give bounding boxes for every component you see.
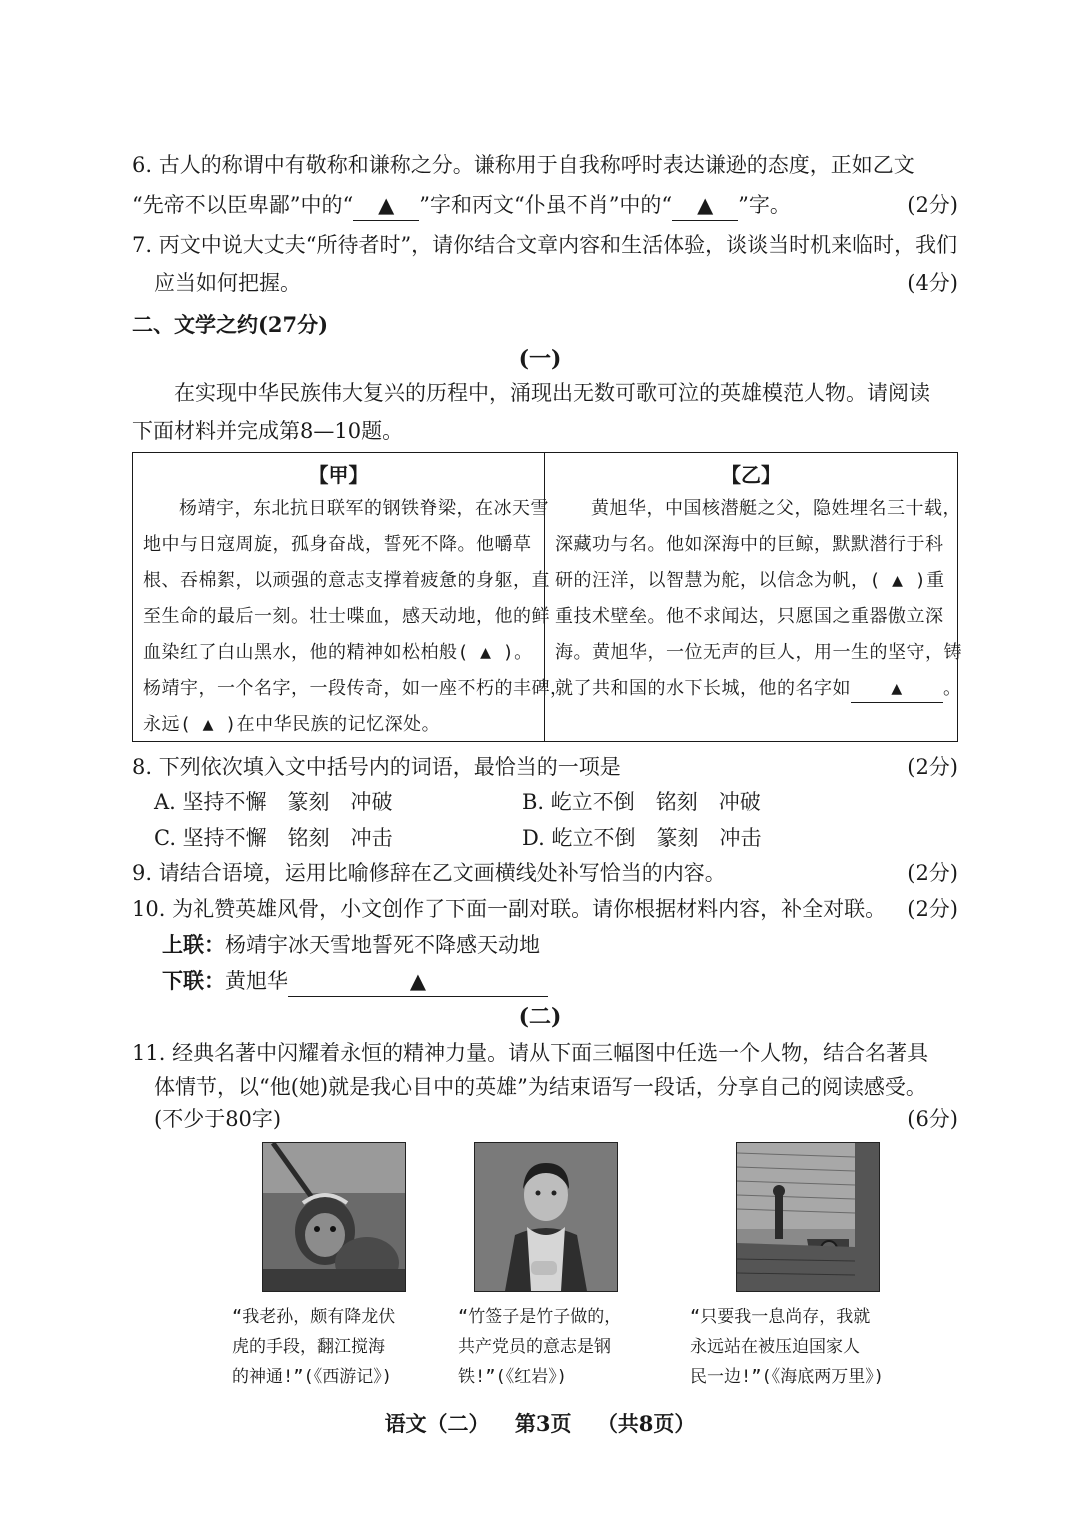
yi-line: 海。黄旭华，一位无声的巨人，用一生的坚守，铸 xyxy=(555,642,962,663)
q6-text-line1: 6. 古人的称谓中有敬称和谦称之分。谦称用于自我称呼时表达谦逊的态度，正如乙文 xyxy=(132,153,915,177)
yi-line: 黄旭华，中国核潜艇之父，隐姓埋名三十载， xyxy=(591,498,961,519)
jia-line: 根、吞棉絮，以顽强的意志支撑着疲惫的身躯，直 xyxy=(143,570,550,591)
monkey-king-portrait-icon xyxy=(262,1142,406,1292)
jia-title: 【甲】 xyxy=(308,463,369,487)
footer-subject: 语文（二） xyxy=(384,1411,490,1436)
q11-points: (6分) xyxy=(907,1107,958,1131)
jia-line: 至生命的最后一刻。壮士喋血，感天动地，他的鲜 xyxy=(143,606,550,627)
q6-text-line2 xyxy=(132,186,791,224)
couplet-upper-label: 上联： xyxy=(162,932,225,957)
q7-text-line1: 7. 丙文中说大丈夫“所待者时”，请你结合文章内容和生活体验，谈谈当时机来临时，我们 xyxy=(132,233,958,257)
q6-blank-1[interactable] xyxy=(353,190,419,221)
intro-text-line2: 下面材料并完成第8—10题。 xyxy=(132,419,404,443)
q7-line2 xyxy=(154,264,958,302)
part1-heading: (一) xyxy=(518,346,562,372)
part2-heading: (二) xyxy=(518,1004,562,1030)
page-footer xyxy=(0,1408,1080,1438)
heroine-portrait-icon xyxy=(474,1142,618,1292)
caption-line: 虎的手段，翻江搅海 xyxy=(232,1337,385,1357)
q8-stem-row xyxy=(132,748,958,786)
q7-line1 xyxy=(132,226,958,264)
q11-line1 xyxy=(132,1034,958,1072)
yi-line: 深藏功与名。他如深海中的巨鲸，默默潜行于科 xyxy=(555,534,944,555)
triangle-mark-icon: ▲ xyxy=(891,678,903,699)
yi-line: 重技术壁垒。他不求闻达，只愿国之重器傲立深 xyxy=(555,606,944,627)
yi-title: 【乙】 xyxy=(721,463,781,487)
caption-line: 共产党员的意志是钢 xyxy=(458,1337,611,1357)
q6-blank-2[interactable] xyxy=(672,190,738,221)
q10-row xyxy=(132,890,958,928)
caption-hongyan xyxy=(458,1302,654,1392)
q6-fragment-c: ”字。 xyxy=(738,193,791,217)
q11-line3 xyxy=(154,1100,958,1138)
q6-line1 xyxy=(132,146,958,184)
jia-body xyxy=(133,491,569,743)
intro-line2 xyxy=(132,412,958,450)
yi-line-end: 。 xyxy=(943,678,962,699)
couplet-lower-text: 黄旭华 xyxy=(225,969,288,993)
couplet-upper-text: 杨靖宇冰天雪地誓死不降感天动地 xyxy=(225,933,540,957)
q7-text-line2: 应当如何把握。 xyxy=(154,271,301,295)
q8-option-d[interactable]: D. 屹立不倒 篆刻 冲击 xyxy=(522,826,762,850)
caption-line: 永远站在被压迫国家人 xyxy=(690,1337,860,1357)
section2-title-row xyxy=(132,306,958,344)
couplet-lower-row xyxy=(162,962,958,1000)
caption-line: “竹签子是竹子做的， xyxy=(458,1307,622,1327)
material-jia xyxy=(133,453,569,741)
q9-points: (2分) xyxy=(907,861,958,885)
yi-line-blank xyxy=(555,671,962,707)
triangle-mark-icon: ▲ xyxy=(409,969,427,993)
submarine-captain-icon xyxy=(736,1142,880,1292)
jia-line: 杨靖宇，东北抗日联军的钢铁脊梁，在冰天雪 xyxy=(179,498,549,519)
couplet-lower-blank[interactable] xyxy=(288,966,548,997)
q6-line2 xyxy=(132,186,958,224)
yi-line-text: 就了共和国的水下长城，他的名字如 xyxy=(555,678,851,699)
yi-line: 研的汪洋，以智慧为舵，以信念为帆，( ▲ )重 xyxy=(555,570,945,591)
q8-option-b[interactable]: B. 屹立不倒 铭刻 冲破 xyxy=(522,790,761,814)
material-table xyxy=(132,452,962,742)
q8-option-a[interactable]: A. 坚持不懈 篆刻 冲破 xyxy=(154,790,393,814)
q9-row xyxy=(132,854,958,892)
q11-text-line1: 11. 经典名著中闪耀着永恒的精神力量。请从下面三幅图中任选一个人物，结合名著具 xyxy=(132,1041,929,1065)
jia-line: 血染红了白山黑水，他的精神如松柏般( ▲ )。 xyxy=(143,642,533,663)
couplet-lower xyxy=(162,962,548,1000)
caption-line: “只要我一息尚存，我就 xyxy=(690,1307,871,1327)
section2-title: 二、文学之约(27分) xyxy=(132,312,329,337)
caption-line: “我老孙，颇有降龙伏 xyxy=(232,1307,396,1327)
footer-total: （共8页） xyxy=(596,1411,696,1436)
q8-points: (2分) xyxy=(907,755,958,779)
couplet-upper xyxy=(162,926,540,964)
q10-stem: 10. 为礼赞英雄风骨，小文创作了下面一副对联。请你根据材料内容，补全对联。 xyxy=(132,897,887,921)
q6-fragment-a: “先帝不以臣卑鄙”中的“ xyxy=(132,193,354,217)
q10-points: (2分) xyxy=(907,897,958,921)
footer-page: 第3页 xyxy=(514,1411,572,1436)
yi-body xyxy=(545,491,962,707)
caption-line: 铁!”(《红岩》) xyxy=(458,1367,567,1387)
couplet-upper-row xyxy=(162,926,958,964)
q7-points: (4分) xyxy=(907,271,958,295)
caption-xiyouji xyxy=(232,1302,428,1392)
caption-haidi xyxy=(690,1302,930,1392)
intro-line1 xyxy=(174,374,958,412)
intro-text-line1: 在实现中华民族伟大复兴的历程中，涌现出无数可歌可泣的英雄模范人物。请阅读 xyxy=(174,381,930,405)
q11-text-line3: (不少于80字) xyxy=(154,1107,282,1131)
q11-text-line2: 体情节，以“他(她)就是我心目中的英雄”为结束语写一段话，分享自己的阅读感受。 xyxy=(154,1075,927,1099)
jia-line: 永远( ▲ )在中华民族的记忆深处。 xyxy=(143,714,441,735)
jia-line: 地中与日寇周旋，孤身奋战，誓死不降。他嚼草 xyxy=(143,534,532,555)
caption-line: 的神通!”(《西游记》) xyxy=(232,1367,392,1387)
q6-fragment-b: ”字和丙文“仆虽不肖”中的“ xyxy=(419,193,673,217)
jia-line: 杨靖宇，一个名字，一段传奇，如一座不朽的丰碑， xyxy=(143,678,569,699)
yi-blank[interactable] xyxy=(851,676,943,703)
q8-option-c[interactable]: C. 坚持不懈 铭刻 冲击 xyxy=(154,826,393,850)
material-yi xyxy=(545,453,962,741)
triangle-mark-icon: ▲ xyxy=(378,193,395,217)
q9-stem: 9. 请结合语境，运用比喻修辞在乙文画横线处补写恰当的内容。 xyxy=(132,861,726,885)
caption-line: 民一边!”(《海底两万里》) xyxy=(690,1367,884,1387)
q6-points: (2分) xyxy=(907,193,958,217)
couplet-lower-label: 下联： xyxy=(162,968,225,993)
triangle-mark-icon: ▲ xyxy=(697,193,714,217)
q8-stem: 8. 下列依次填入文中括号内的词语，最恰当的一项是 xyxy=(132,755,621,779)
